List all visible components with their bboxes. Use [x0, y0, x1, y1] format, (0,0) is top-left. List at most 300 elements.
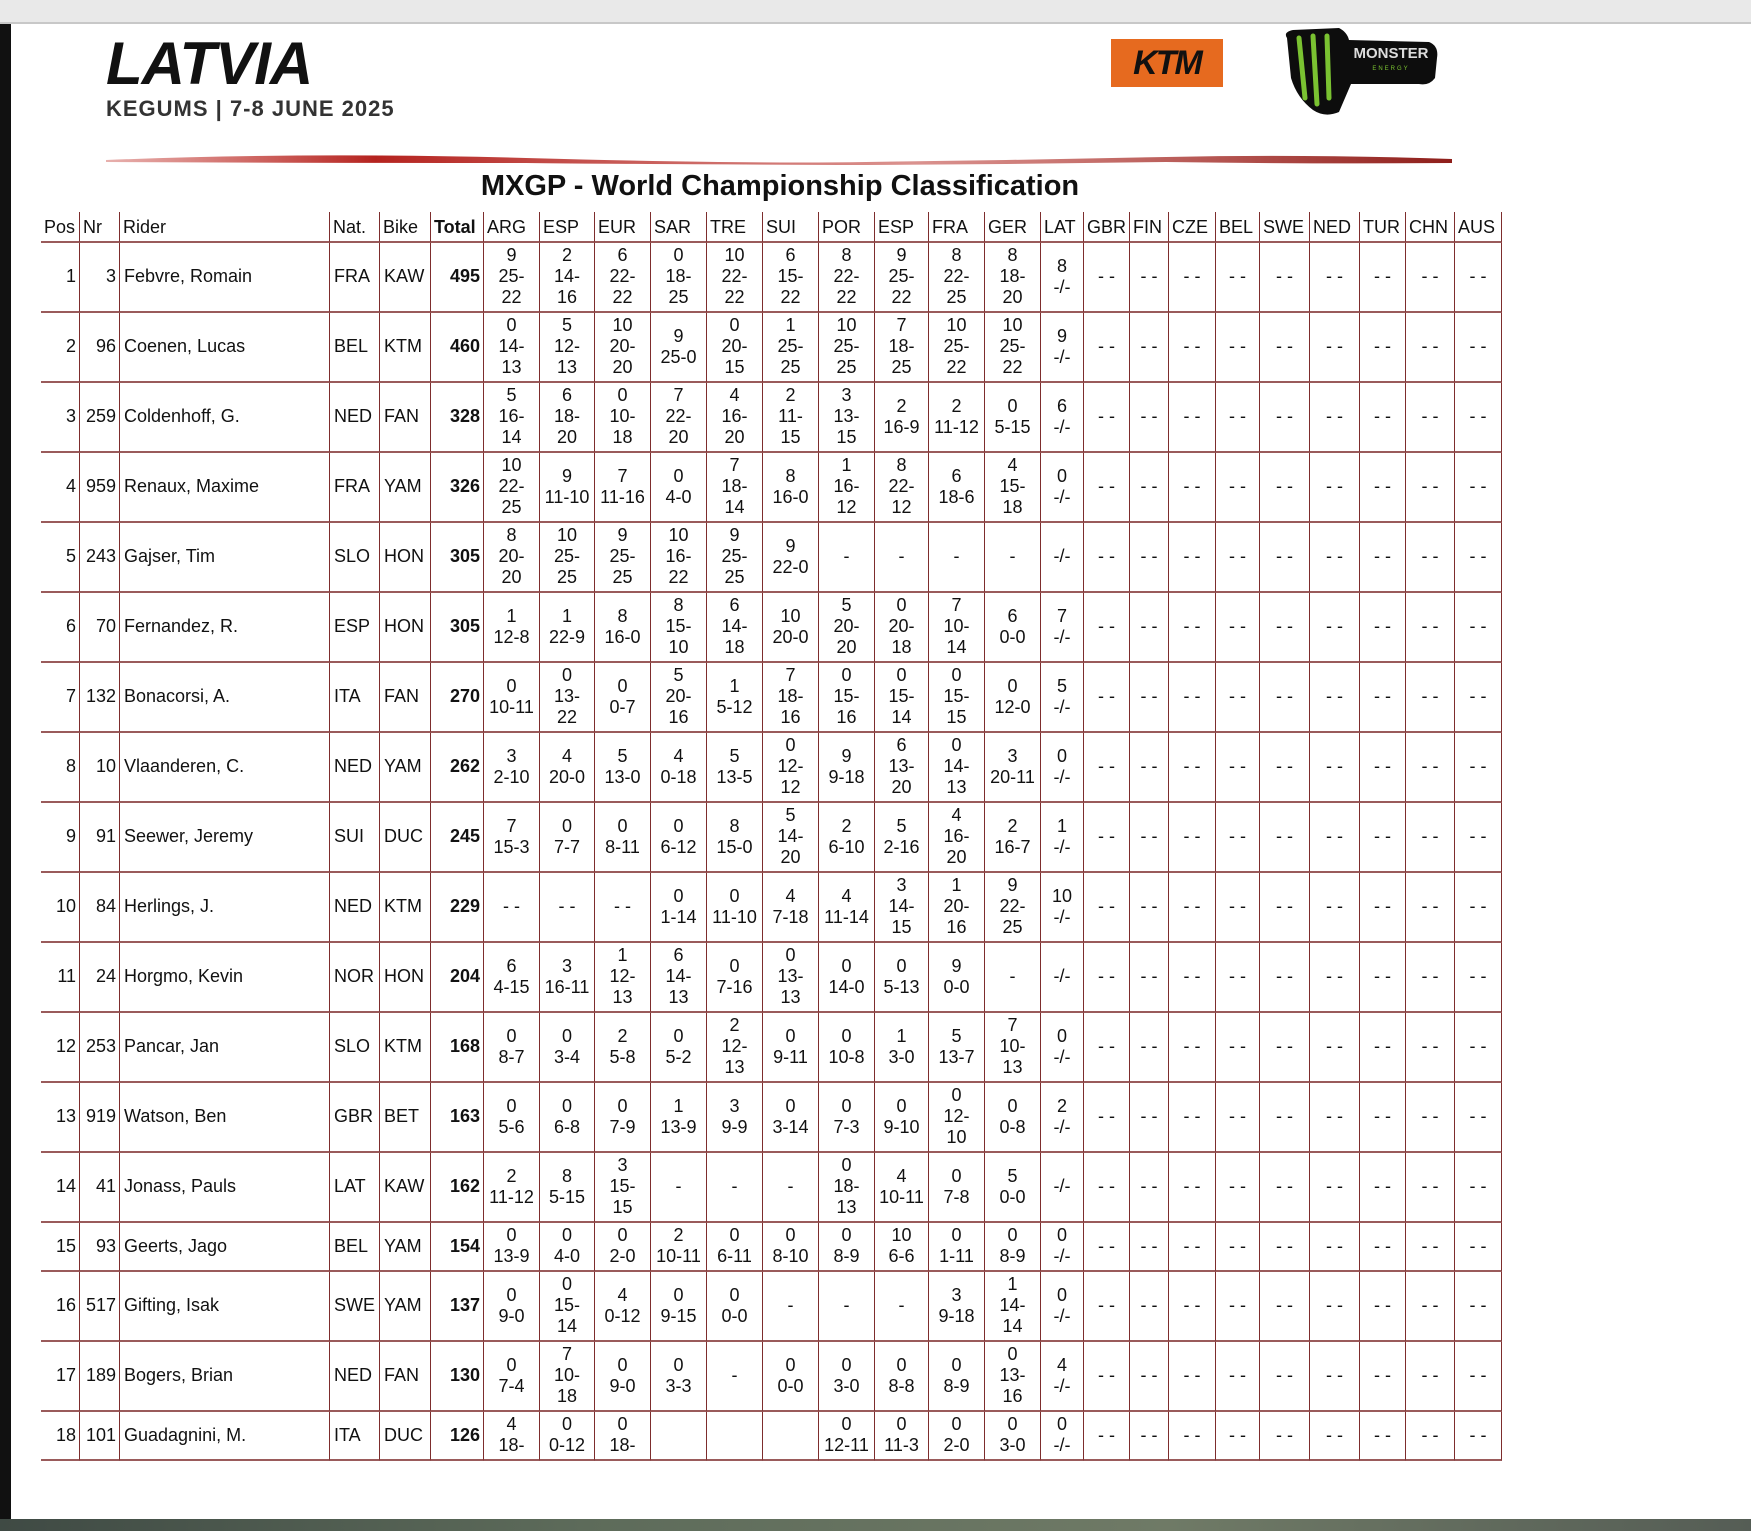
- total-points-cell: 154: [431, 1223, 484, 1272]
- table-row: [41, 313, 1502, 383]
- round-result-cell-aus: - -: [1455, 1272, 1502, 1342]
- position-cell: 17: [41, 1342, 80, 1412]
- round-result-cell-gbr: - -: [1084, 1223, 1130, 1272]
- round-result-cell-eur: 5 13-0: [595, 733, 651, 803]
- round-result-cell-tur: - -: [1360, 383, 1406, 453]
- round-result-cell-por: 9 9-18: [819, 733, 875, 803]
- round-result-cell-bel: - -: [1216, 523, 1260, 593]
- round-result-cell-gbr: - -: [1084, 663, 1130, 733]
- round-result-cell-aus: - -: [1455, 873, 1502, 943]
- rider-number-cell: 959: [80, 453, 120, 523]
- round-result-cell-esp: 0 8-8: [875, 1342, 929, 1412]
- round-result-cell-cze: - -: [1169, 1272, 1216, 1342]
- position-cell: 5: [41, 523, 80, 593]
- round-result-cell-sar: [651, 1412, 707, 1461]
- round-result-cell-fin: - -: [1130, 943, 1169, 1013]
- round-result-cell-bel: - -: [1216, 1153, 1260, 1223]
- round-result-cell-gbr: - -: [1084, 383, 1130, 453]
- rider-name-cell: Guadagnini, M.: [120, 1412, 330, 1461]
- round-result-cell-gbr: - -: [1084, 593, 1130, 663]
- round-result-cell-chn: - -: [1406, 1153, 1455, 1223]
- round-result-cell-lat: 4 -/-: [1041, 1342, 1084, 1412]
- column-header-esp-7: ESP: [540, 212, 595, 243]
- round-result-cell-gbr: - -: [1084, 313, 1130, 383]
- rider-number-cell: 3: [80, 243, 120, 313]
- column-header-ned-22: NED: [1310, 212, 1360, 243]
- round-result-cell-lat: 0 -/-: [1041, 1412, 1084, 1461]
- round-result-cell-tre: -: [707, 1342, 763, 1412]
- round-result-cell-fra: 3 9-18: [929, 1272, 985, 1342]
- column-header-eur-8: EUR: [595, 212, 651, 243]
- round-result-cell-swe: - -: [1260, 1013, 1310, 1083]
- round-result-cell-por: 1 16- 12: [819, 453, 875, 523]
- round-result-cell-gbr: - -: [1084, 1412, 1130, 1461]
- round-result-cell-cze: - -: [1169, 873, 1216, 943]
- round-result-cell-cze: - -: [1169, 593, 1216, 663]
- round-result-cell-fra: -: [929, 523, 985, 593]
- total-points-cell: 126: [431, 1412, 484, 1461]
- round-result-cell-arg: 10 22- 25: [484, 453, 540, 523]
- round-result-cell-tre: 0 7-16: [707, 943, 763, 1013]
- round-result-cell-eur: 7 11-16: [595, 453, 651, 523]
- round-result-cell-lat: -/-: [1041, 1153, 1084, 1223]
- nationality-cell: NED: [330, 873, 380, 943]
- round-result-cell-por: 0 10-8: [819, 1013, 875, 1083]
- round-result-cell-sui: 0 13- 13: [763, 943, 819, 1013]
- round-result-cell-esp: 0 20- 18: [875, 593, 929, 663]
- table-row: [41, 663, 1502, 733]
- round-result-cell-fra: 9 0-0: [929, 943, 985, 1013]
- bike-cell: KTM: [380, 1013, 431, 1083]
- round-result-cell-arg: 0 10-11: [484, 663, 540, 733]
- round-result-cell-arg: 5 16- 14: [484, 383, 540, 453]
- round-result-cell-sar: 9 25-0: [651, 313, 707, 383]
- round-result-cell-sui: 1 25- 25: [763, 313, 819, 383]
- round-result-cell-cze: - -: [1169, 1223, 1216, 1272]
- round-result-cell-cze: - -: [1169, 1153, 1216, 1223]
- bike-cell: HON: [380, 523, 431, 593]
- round-result-cell-gbr: - -: [1084, 943, 1130, 1013]
- round-result-cell-esp: 1 3-0: [875, 1013, 929, 1083]
- round-result-cell-bel: - -: [1216, 453, 1260, 523]
- round-result-cell-esp: 0 5-13: [875, 943, 929, 1013]
- rider-name-cell: Coldenhoff, G.: [120, 383, 330, 453]
- table-row: [41, 383, 1502, 453]
- column-header-bike-4: Bike: [380, 212, 431, 243]
- rider-number-cell: 10: [80, 733, 120, 803]
- round-result-cell-tur: - -: [1360, 1412, 1406, 1461]
- round-result-cell-arg: 8 20- 20: [484, 523, 540, 593]
- round-result-cell-tur: - -: [1360, 313, 1406, 383]
- round-result-cell-ger: 8 18- 20: [985, 243, 1041, 313]
- round-result-cell-sar: 10 16- 22: [651, 523, 707, 593]
- bike-cell: FAN: [380, 663, 431, 733]
- round-result-cell-ned: - -: [1310, 733, 1360, 803]
- nationality-cell: NOR: [330, 943, 380, 1013]
- rider-number-cell: 70: [80, 593, 120, 663]
- round-result-cell-fra: 2 11-12: [929, 383, 985, 453]
- monster-text: MONSTER: [1353, 45, 1429, 62]
- round-result-cell-esp: 2 14- 16: [540, 243, 595, 313]
- round-result-cell-esp: 2 16-9: [875, 383, 929, 453]
- rider-number-cell: 84: [80, 873, 120, 943]
- round-result-cell-sui: -: [763, 1153, 819, 1223]
- round-result-cell-aus: - -: [1455, 1342, 1502, 1412]
- round-result-cell-por: 0 3-0: [819, 1342, 875, 1412]
- rider-number-cell: 132: [80, 663, 120, 733]
- total-points-cell: 163: [431, 1083, 484, 1153]
- round-result-cell-ger: 1 14- 14: [985, 1272, 1041, 1342]
- round-result-cell-sui: [763, 1412, 819, 1461]
- round-result-cell-bel: - -: [1216, 803, 1260, 873]
- round-result-cell-fra: 1 20- 16: [929, 873, 985, 943]
- total-points-cell: 162: [431, 1153, 484, 1223]
- round-result-cell-swe: - -: [1260, 663, 1310, 733]
- rider-name-cell: Geerts, Jago: [120, 1223, 330, 1272]
- round-result-cell-tre: 8 15-0: [707, 803, 763, 873]
- column-header-ger-15: GER: [985, 212, 1041, 243]
- round-result-cell-fra: 4 16- 20: [929, 803, 985, 873]
- round-result-cell-fin: - -: [1130, 1412, 1169, 1461]
- rider-name-cell: Herlings, J.: [120, 873, 330, 943]
- round-result-cell-esp: -: [875, 1272, 929, 1342]
- round-result-cell-esp: 6 18- 20: [540, 383, 595, 453]
- round-result-cell-esp: 9 25- 22: [875, 243, 929, 313]
- column-header-sar-9: SAR: [651, 212, 707, 243]
- round-result-cell-chn: - -: [1406, 733, 1455, 803]
- round-result-cell-por: 8 22- 22: [819, 243, 875, 313]
- round-result-cell-aus: - -: [1455, 1412, 1502, 1461]
- round-result-cell-sui: 7 18- 16: [763, 663, 819, 733]
- round-result-cell-ned: - -: [1310, 943, 1360, 1013]
- round-result-cell-tur: - -: [1360, 453, 1406, 523]
- round-result-cell-esp: 5 2-16: [875, 803, 929, 873]
- round-result-cell-chn: - -: [1406, 523, 1455, 593]
- rider-name-cell: Fernandez, R.: [120, 593, 330, 663]
- round-result-cell-arg: 1 12-8: [484, 593, 540, 663]
- round-result-cell-ger: 0 5-15: [985, 383, 1041, 453]
- column-header-tre-10: TRE: [707, 212, 763, 243]
- position-cell: 11: [41, 943, 80, 1013]
- round-result-cell-gbr: - -: [1084, 243, 1130, 313]
- round-result-cell-esp: 1 22-9: [540, 593, 595, 663]
- round-result-cell-tur: - -: [1360, 663, 1406, 733]
- round-result-cell-chn: - -: [1406, 313, 1455, 383]
- round-result-cell-bel: - -: [1216, 1083, 1260, 1153]
- table-row: [41, 453, 1502, 523]
- round-result-cell-sar: 0 5-2: [651, 1013, 707, 1083]
- round-result-cell-chn: - -: [1406, 803, 1455, 873]
- round-result-cell-cze: - -: [1169, 383, 1216, 453]
- round-result-cell-eur: 9 25- 25: [595, 523, 651, 593]
- rider-name-cell: Renaux, Maxime: [120, 453, 330, 523]
- column-header-chn-24: CHN: [1406, 212, 1455, 243]
- table-row: [41, 943, 1502, 1013]
- round-result-cell-esp: 4 10-11: [875, 1153, 929, 1223]
- round-result-cell-esp: 8 5-15: [540, 1153, 595, 1223]
- round-result-cell-lat: 5 -/-: [1041, 663, 1084, 733]
- round-result-cell-fra: 0 15- 15: [929, 663, 985, 733]
- round-result-cell-aus: - -: [1455, 243, 1502, 313]
- ktm-logo-text: KTM: [1133, 43, 1201, 82]
- table-row: [41, 873, 1502, 943]
- total-points-cell: 270: [431, 663, 484, 733]
- round-result-cell-esp: 0 15- 14: [540, 1272, 595, 1342]
- round-result-cell-fra: 0 12- 10: [929, 1083, 985, 1153]
- round-result-cell-sui: 0 0-0: [763, 1342, 819, 1412]
- round-result-cell-aus: - -: [1455, 593, 1502, 663]
- round-result-cell-esp: 8 22- 12: [875, 453, 929, 523]
- round-result-cell-swe: - -: [1260, 733, 1310, 803]
- total-points-cell: 328: [431, 383, 484, 453]
- round-result-cell-tre: 0 20- 15: [707, 313, 763, 383]
- total-points-cell: 495: [431, 243, 484, 313]
- round-result-cell-ger: 0 13- 16: [985, 1342, 1041, 1412]
- round-result-cell-sar: 0 3-3: [651, 1342, 707, 1412]
- round-result-cell-gbr: - -: [1084, 733, 1130, 803]
- table-row: [41, 523, 1502, 593]
- round-result-cell-aus: - -: [1455, 733, 1502, 803]
- round-result-cell-tre: 2 12- 13: [707, 1013, 763, 1083]
- round-result-cell-fin: - -: [1130, 733, 1169, 803]
- position-cell: 10: [41, 873, 80, 943]
- round-result-cell-ned: - -: [1310, 873, 1360, 943]
- round-result-cell-fra: 0 8-9: [929, 1342, 985, 1412]
- position-cell: 9: [41, 803, 80, 873]
- round-result-cell-tur: - -: [1360, 803, 1406, 873]
- round-result-cell-esp: 0 13- 22: [540, 663, 595, 733]
- rider-name-cell: Gajser, Tim: [120, 523, 330, 593]
- round-result-cell-arg: 0 9-0: [484, 1272, 540, 1342]
- table-row: [41, 733, 1502, 803]
- round-result-cell-fin: - -: [1130, 593, 1169, 663]
- round-result-cell-swe: - -: [1260, 453, 1310, 523]
- round-result-cell-eur: 3 15- 15: [595, 1153, 651, 1223]
- round-result-cell-eur: 0 0-7: [595, 663, 651, 733]
- nationality-cell: LAT: [330, 1153, 380, 1223]
- round-result-cell-bel: - -: [1216, 873, 1260, 943]
- round-result-cell-cze: - -: [1169, 1342, 1216, 1412]
- round-result-cell-fin: - -: [1130, 1272, 1169, 1342]
- bike-cell: BET: [380, 1083, 431, 1153]
- column-header-lat-16: LAT: [1041, 212, 1084, 243]
- round-result-cell-lat: 2 -/-: [1041, 1083, 1084, 1153]
- round-result-cell-ger: 0 0-8: [985, 1083, 1041, 1153]
- round-result-cell-cze: - -: [1169, 453, 1216, 523]
- round-result-cell-sui: 8 16-0: [763, 453, 819, 523]
- bike-cell: KTM: [380, 873, 431, 943]
- round-result-cell-esp: 0 7-7: [540, 803, 595, 873]
- total-points-cell: 137: [431, 1272, 484, 1342]
- round-result-cell-eur: 10 20- 20: [595, 313, 651, 383]
- round-result-cell-fin: - -: [1130, 1342, 1169, 1412]
- round-result-cell-sar: 0 1-14: [651, 873, 707, 943]
- round-result-cell-sar: 8 15- 10: [651, 593, 707, 663]
- rider-number-cell: 101: [80, 1412, 120, 1461]
- round-result-cell-tur: - -: [1360, 733, 1406, 803]
- round-result-cell-fin: - -: [1130, 383, 1169, 453]
- total-points-cell: 305: [431, 523, 484, 593]
- round-result-cell-lat: 10 -/-: [1041, 873, 1084, 943]
- nationality-cell: BEL: [330, 313, 380, 383]
- round-result-cell-swe: - -: [1260, 523, 1310, 593]
- bike-cell: HON: [380, 943, 431, 1013]
- round-result-cell-chn: - -: [1406, 593, 1455, 663]
- round-result-cell-tur: - -: [1360, 243, 1406, 313]
- round-result-cell-eur: 0 10- 18: [595, 383, 651, 453]
- nationality-cell: FRA: [330, 243, 380, 313]
- bike-cell: YAM: [380, 1272, 431, 1342]
- nationality-cell: NED: [330, 733, 380, 803]
- rider-number-cell: 93: [80, 1223, 120, 1272]
- rider-name-cell: Watson, Ben: [120, 1083, 330, 1153]
- total-points-cell: 204: [431, 943, 484, 1013]
- round-result-cell-tur: - -: [1360, 1013, 1406, 1083]
- round-result-cell-ger: 5 0-0: [985, 1153, 1041, 1223]
- total-points-cell: 326: [431, 453, 484, 523]
- position-cell: 13: [41, 1083, 80, 1153]
- total-points-cell: 168: [431, 1013, 484, 1083]
- nationality-cell: ITA: [330, 663, 380, 733]
- round-result-cell-sui: 0 12- 12: [763, 733, 819, 803]
- round-result-cell-tre: 0 0-0: [707, 1272, 763, 1342]
- round-result-cell-ned: - -: [1310, 453, 1360, 523]
- round-result-cell-fin: - -: [1130, 523, 1169, 593]
- position-cell: 16: [41, 1272, 80, 1342]
- position-cell: 6: [41, 593, 80, 663]
- round-result-cell-esp: 0 3-4: [540, 1013, 595, 1083]
- round-result-cell-ned: - -: [1310, 593, 1360, 663]
- round-result-cell-ger: -: [985, 523, 1041, 593]
- round-result-cell-tre: 0 11-10: [707, 873, 763, 943]
- column-header-por-12: POR: [819, 212, 875, 243]
- round-result-cell-ned: - -: [1310, 383, 1360, 453]
- round-result-cell-chn: - -: [1406, 453, 1455, 523]
- round-result-cell-fra: 8 22- 25: [929, 243, 985, 313]
- bike-cell: FAN: [380, 383, 431, 453]
- column-header-tur-23: TUR: [1360, 212, 1406, 243]
- round-result-cell-chn: - -: [1406, 243, 1455, 313]
- round-result-cell-fra: 5 13-7: [929, 1013, 985, 1083]
- round-result-cell-swe: - -: [1260, 593, 1310, 663]
- round-result-cell-tre: 9 25- 25: [707, 523, 763, 593]
- nationality-cell: GBR: [330, 1083, 380, 1153]
- round-result-cell-sar: 0 18- 25: [651, 243, 707, 313]
- event-logo: [106, 30, 395, 122]
- round-result-cell-lat: 9 -/-: [1041, 313, 1084, 383]
- round-result-cell-ger: 4 15- 18: [985, 453, 1041, 523]
- round-result-cell-swe: - -: [1260, 1223, 1310, 1272]
- column-header-esp-13: ESP: [875, 212, 929, 243]
- round-result-cell-bel: - -: [1216, 383, 1260, 453]
- round-result-cell-ger: 0 12-0: [985, 663, 1041, 733]
- position-cell: 2: [41, 313, 80, 383]
- bike-cell: YAM: [380, 733, 431, 803]
- round-result-cell-lat: 0 -/-: [1041, 1223, 1084, 1272]
- round-result-cell-chn: - -: [1406, 1272, 1455, 1342]
- round-result-cell-por: 3 13- 15: [819, 383, 875, 453]
- round-result-cell-chn: - -: [1406, 873, 1455, 943]
- round-result-cell-esp: 0 6-8: [540, 1083, 595, 1153]
- round-result-cell-tre: 10 22- 22: [707, 243, 763, 313]
- round-result-cell-esp: - -: [540, 873, 595, 943]
- round-result-cell-swe: - -: [1260, 943, 1310, 1013]
- round-result-cell-arg: 0 7-4: [484, 1342, 540, 1412]
- round-result-cell-por: 0 8-9: [819, 1223, 875, 1272]
- round-result-cell-por: 0 14-0: [819, 943, 875, 1013]
- bike-cell: KTM: [380, 313, 431, 383]
- round-result-cell-sar: 0 6-12: [651, 803, 707, 873]
- table-row: [41, 1272, 1502, 1342]
- bike-cell: DUC: [380, 1412, 431, 1461]
- column-header-rider-2: Rider: [120, 212, 330, 243]
- round-result-cell-cze: - -: [1169, 663, 1216, 733]
- round-result-cell-tre: 3 9-9: [707, 1083, 763, 1153]
- column-header-sui-11: SUI: [763, 212, 819, 243]
- column-header-swe-21: SWE: [1260, 212, 1310, 243]
- table-row: [41, 803, 1502, 873]
- round-result-cell-sui: 0 9-11: [763, 1013, 819, 1083]
- bike-cell: YAM: [380, 453, 431, 523]
- round-result-cell-cze: - -: [1169, 313, 1216, 383]
- round-result-cell-eur: 0 2-0: [595, 1223, 651, 1272]
- round-result-cell-por: 0 7-3: [819, 1083, 875, 1153]
- left-edge-strip: [0, 24, 11, 1519]
- round-result-cell-ned: - -: [1310, 1342, 1360, 1412]
- classification-table: [41, 212, 1502, 1461]
- bike-cell: DUC: [380, 803, 431, 873]
- round-result-cell-sui: 9 22-0: [763, 523, 819, 593]
- round-result-cell-fra: 10 25- 22: [929, 313, 985, 383]
- round-result-cell-esp: -: [875, 523, 929, 593]
- round-result-cell-gbr: - -: [1084, 1342, 1130, 1412]
- round-result-cell-aus: - -: [1455, 383, 1502, 453]
- round-result-cell-fin: - -: [1130, 243, 1169, 313]
- round-result-cell-bel: - -: [1216, 593, 1260, 663]
- round-result-cell-aus: - -: [1455, 663, 1502, 733]
- round-result-cell-sui: 6 15- 22: [763, 243, 819, 313]
- round-result-cell-cze: - -: [1169, 523, 1216, 593]
- round-result-cell-gbr: - -: [1084, 523, 1130, 593]
- rider-number-cell: 91: [80, 803, 120, 873]
- round-result-cell-gbr: - -: [1084, 1013, 1130, 1083]
- browser-top-bar: [0, 0, 1751, 24]
- round-result-cell-tre: 1 5-12: [707, 663, 763, 733]
- round-result-cell-fin: - -: [1130, 1223, 1169, 1272]
- table-row: [41, 1342, 1502, 1412]
- round-result-cell-arg: 9 25- 22: [484, 243, 540, 313]
- round-result-cell-tre: 5 13-5: [707, 733, 763, 803]
- round-result-cell-eur: 8 16-0: [595, 593, 651, 663]
- round-result-cell-tur: - -: [1360, 1223, 1406, 1272]
- round-result-cell-ned: - -: [1310, 523, 1360, 593]
- position-cell: 3: [41, 383, 80, 453]
- round-result-cell-arg: 6 4-15: [484, 943, 540, 1013]
- round-result-cell-chn: - -: [1406, 383, 1455, 453]
- table-row: [41, 1153, 1502, 1223]
- position-cell: 7: [41, 663, 80, 733]
- round-result-cell-bel: - -: [1216, 313, 1260, 383]
- round-result-cell-por: 10 25- 25: [819, 313, 875, 383]
- round-result-cell-esp: 10 25- 25: [540, 523, 595, 593]
- rider-name-cell: Bonacorsi, A.: [120, 663, 330, 733]
- position-cell: 12: [41, 1013, 80, 1083]
- round-result-cell-sui: 4 7-18: [763, 873, 819, 943]
- round-result-cell-cze: - -: [1169, 1083, 1216, 1153]
- nationality-cell: ESP: [330, 593, 380, 663]
- round-result-cell-por: 2 6-10: [819, 803, 875, 873]
- round-result-cell-tre: -: [707, 1153, 763, 1223]
